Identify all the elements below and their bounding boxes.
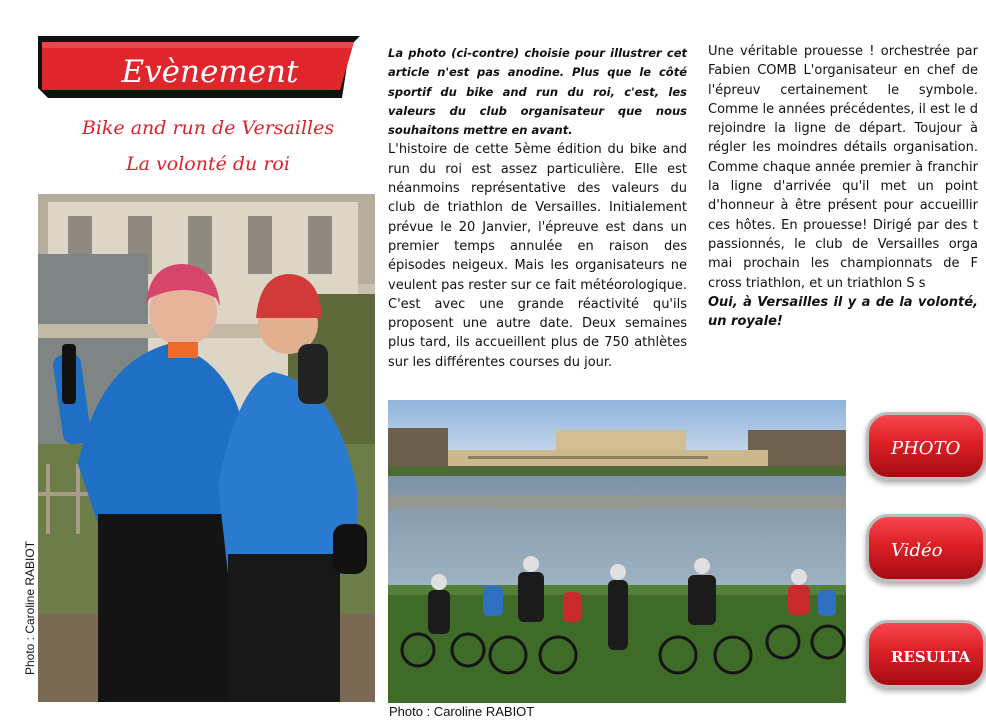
photo-button[interactable]: [866, 412, 986, 480]
results-button-label: RESULTA: [891, 648, 971, 666]
video-button-label: Vidéo: [891, 540, 943, 561]
article-body-2: Une véritable prouesse ! orchestrée par Fabien COMB L'organisateur en chef de l'épreuv certainement le symbole. Comme le années précédentes, il est le d rejoindre la ligne de départ. Toujour à régler les moindres détails organisation. Comme chaque année premier à franchir la ligne d'arrivée qu'il met un point d'honneur à être présent pour accueillir ces hôtes. En prouesse! Dirigé par des t passionnés, le club de Versailles orga mai prochain les championnats de F cross triathlon, et un triathlon S s: [708, 44, 979, 291]
article-subtitle-2: La volonté du roi: [126, 153, 290, 175]
header-title: Evènement: [121, 54, 299, 90]
article-closing: Oui, à Versailles il y a de la volonté, un royale!: [708, 294, 978, 330]
photo-credit-vertical: Photo : Caroline RABIOT: [23, 540, 37, 676]
photo-athletes: [38, 194, 375, 702]
article-intro: La photo (ci-contre) choisie pour illustrer cet article n'est pas anodine. Plus que le côté sportif du bike and run du roi, c'est, les valeurs du club organisateur que nous souhaitons mettre en avant.: [388, 46, 687, 138]
photo-button-label: PHOTO: [891, 438, 961, 459]
results-button[interactable]: [866, 620, 986, 688]
photo-credit: Photo : Caroline RABIOT: [389, 704, 535, 719]
article-column-1: [388, 44, 687, 372]
article-subtitle: Bike and run de Versailles: [81, 117, 335, 139]
article-column-2: [708, 42, 978, 331]
video-button[interactable]: [866, 514, 986, 582]
photo-versailles-race: [388, 400, 846, 703]
article-body: L'histoire de cette 5ème édition du bike and run du roi est assez particulière. Elle est néanmoins représentative des valeurs du club de triathlon de Versailles. Initialement prévue le 20 Janvier, l'épreuve est dans un premier temps annulée en raison des épisodes neigeux. Mais les organisateurs ne veulent pas rester sur ce fait météorologique. C'est avec une grande réactivité qu'ils proposent une autre date. Deux semaines plus tard, ils accueillent plus de 750 athlètes sur les différentes courses du jour.: [388, 142, 687, 370]
